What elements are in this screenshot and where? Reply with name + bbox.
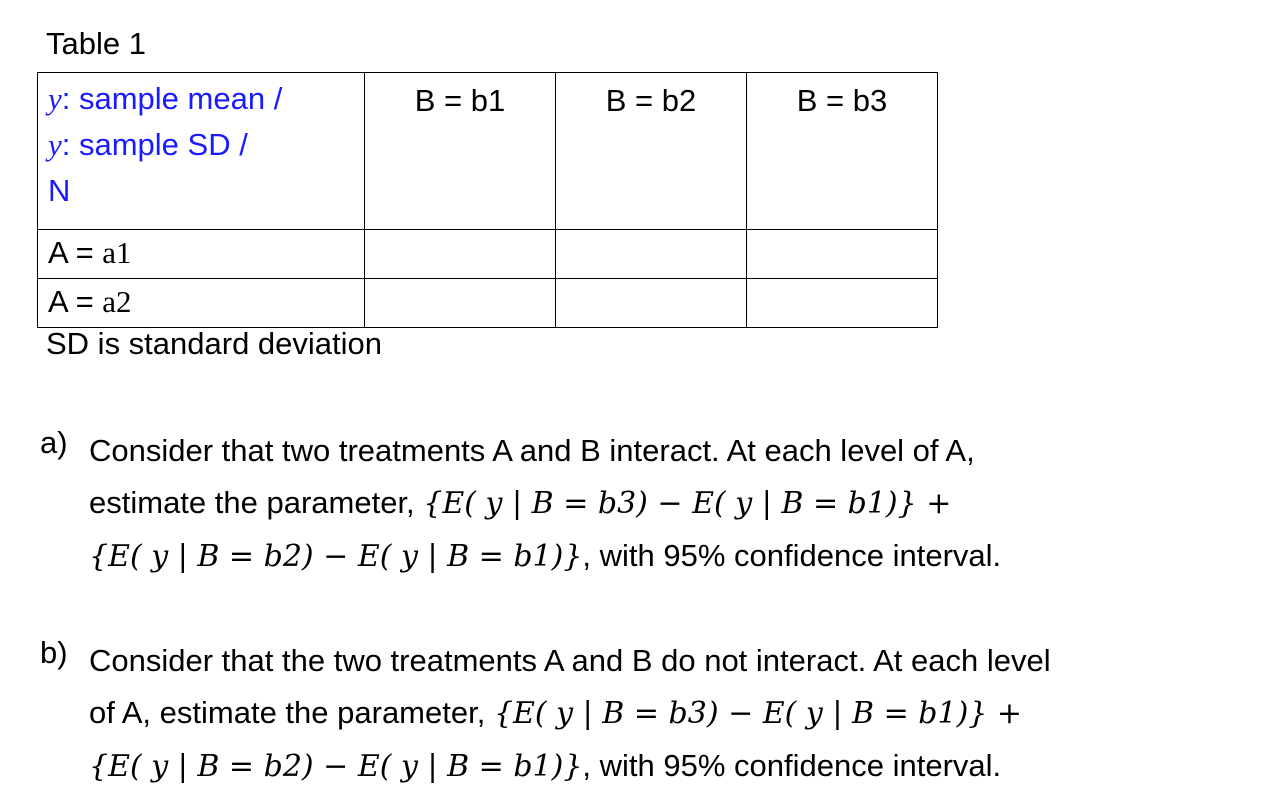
data-table [37,72,938,328]
row-label-prefix: A = [48,284,103,319]
question-line: Consider that the two treatments A and B do not interact. At each level [89,643,1051,678]
cell-a1-b3 [747,230,938,279]
row-label-value: a2 [102,284,132,319]
row-label-value: a1 [102,235,132,270]
cell-a1-b2 [556,230,747,279]
question-label: b) [40,635,68,670]
question-body [89,425,1260,583]
question-text: estimate the parameter, [89,485,424,520]
table-caption: Table 1 [46,26,146,61]
table-row-a1 [38,230,938,279]
header-legend-line-sd [48,122,364,168]
header-legend-cell [38,73,365,230]
question-line [89,687,1260,740]
var-y: y [48,81,62,116]
table-row-a2 [38,279,938,328]
math-expression: {E( y | B = b3) − E( y | B = b1)} + [493,696,1023,731]
question-line [89,740,1260,793]
table-footnote: SD is standard deviation [46,326,383,361]
header-legend-line-n: N [48,173,71,208]
header-b3: B = b3 [747,73,938,230]
header-legend-line-mean [48,76,364,122]
table-header-row [38,73,938,230]
cell-a2-b1 [365,279,556,328]
question-body [89,635,1260,793]
question-text: , with 95% confidence interval. [582,538,1002,573]
header-b1: B = b1 [365,73,556,230]
header-b2: B = b2 [556,73,747,230]
var-y: y [48,127,62,162]
legend-sd-text: : sample SD / [61,127,248,162]
question-line: Consider that two treatments A and B interact. At each level of A, [89,433,975,468]
row-label-a2 [38,279,365,328]
row-label-prefix: A = [48,235,103,270]
row-label-a1 [38,230,365,279]
question-b [40,635,1260,793]
legend-mean-text: : sample mean / [61,81,283,116]
question-line [89,477,1260,530]
question-line [89,530,1260,583]
math-expression: {E( y | B = b2) − E( y | B = b1)} [89,749,583,784]
question-label: a) [40,425,68,460]
question-text: , with 95% confidence interval. [582,748,1002,783]
math-expression: {E( y | B = b3) − E( y | B = b1)} + [423,486,952,521]
cell-a2-b3 [747,279,938,328]
math-expression: {E( y | B = b2) − E( y | B = b1)} [89,539,583,574]
cell-a1-b1 [365,230,556,279]
cell-a2-b2 [556,279,747,328]
question-text: of A, estimate the parameter, [89,695,494,730]
question-a [40,425,1260,583]
